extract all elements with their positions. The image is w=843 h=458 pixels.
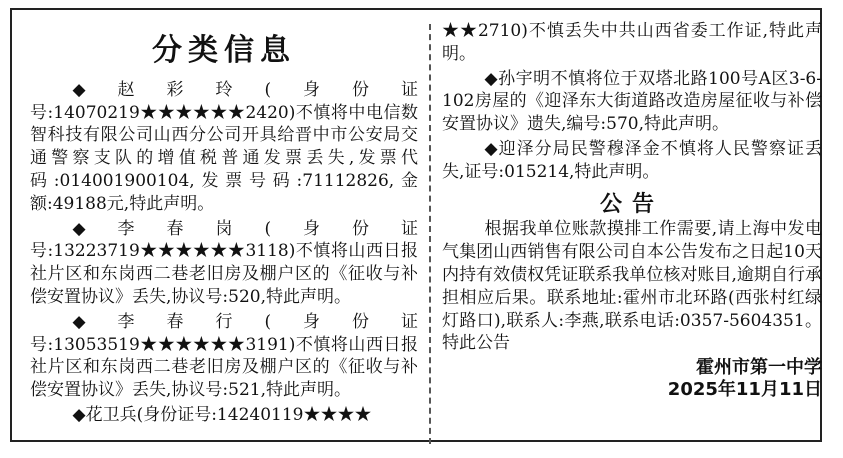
notice-entry-zhao [30, 79, 418, 216]
announcement-signer: 霍州市第一中学 [696, 357, 822, 379]
entry-text: ◆孙宇明不慎将位于双塔北路100号A区3-6-102房屋的《迎泽东大街道路改造房屋征收与补偿安置协议》遗失,编号:570,特此声明。 [442, 68, 822, 135]
entry-text: ◆李春行(身份证号:13053519★★★★★★3191)不慎将山西日报社片区和东岗西二巷老旧房及棚户区的《征收与补偿安置协议》丢失,协议号:521,特此声明。 [30, 311, 418, 401]
column-divider [429, 24, 431, 444]
announcement-text: 根据我单位账款摸排工作需要,请上海中发电气集团山西销售有限公司自本公告发布之日起10天内持有效债权凭证联系我单位核对账目,逾期自行承担相应后果。联系地址:霍州市北环路(西张村红绿灯路口),联系人:李燕,联系电话:0357-5604351。特此公告 [442, 219, 822, 354]
notice-entry-hua [30, 404, 418, 427]
notice-entry-sun [442, 68, 822, 136]
announcement-date: 2025年11月11日 [667, 379, 822, 401]
section-title: 分类信息 [152, 33, 296, 68]
entry-text: ◆迎泽分局民警穆泽金不慎将人民警察证丢失,证号:015214,特此声明。 [442, 138, 822, 182]
notice-entry-hua-continued [442, 20, 822, 66]
entry-text: ◆李春岗(身份证号:13223719★★★★★★3118)不慎将山西日报社片区和东岗西二巷老旧房及棚户区的《征收与补偿安置协议》丢失,协议号:520,特此声明。 [30, 218, 418, 307]
classified-ad-frame [10, 8, 822, 442]
left-column [30, 10, 418, 429]
entry-text: ◆赵彩玲(身份证号:14070219★★★★★★2420)不慎将中电信数智科技有限公司山西分公司开具给晋中市公安局交通警察支队的增值税普通发票丢失,发票代码:014001900104,发票号码:71112826,金额:49188元,特此声明。 [30, 79, 418, 214]
announcement-body [442, 218, 822, 355]
announcement-title: 公告 [599, 191, 664, 217]
right-column [442, 10, 822, 401]
notice-entry-li-chunxing [30, 311, 418, 402]
notice-entry-mu [442, 138, 822, 184]
entry-text: ◆花卫兵(身份证号:14240119★★★★ [72, 404, 372, 425]
notice-entry-li-chungang [30, 218, 418, 309]
entry-text: ★★2710)不慎丢失中共山西省委工作证,特此声明。 [442, 21, 822, 64]
